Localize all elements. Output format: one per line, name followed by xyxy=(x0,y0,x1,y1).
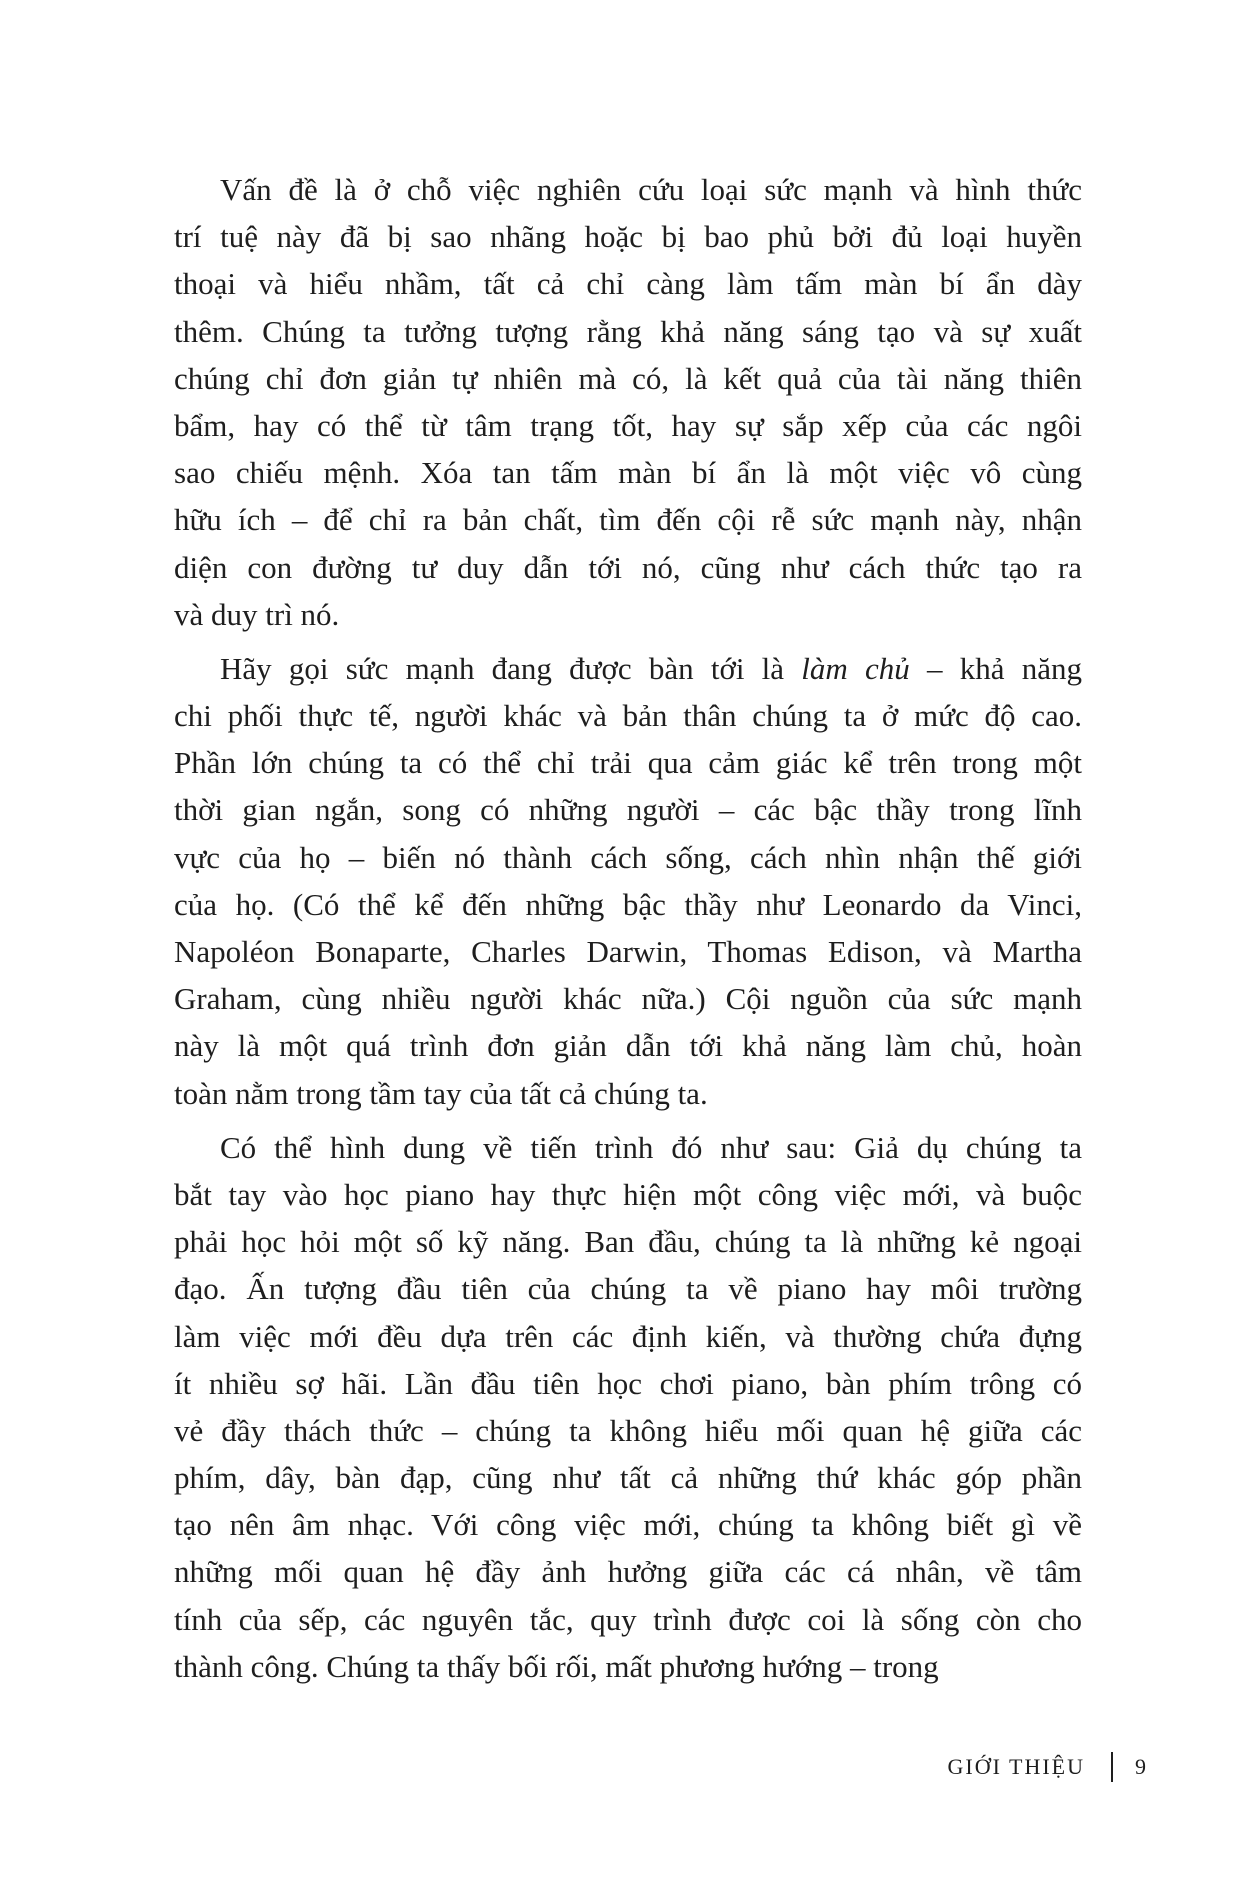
text-line: Vấn đề là ở chỗ việc nghiên cứu loại sức mạnh và hình thức xyxy=(220,172,1082,207)
text-line: thời gian ngắn, song có những người – các bậc thầy trong lĩnh xyxy=(174,792,1082,828)
text-line xyxy=(174,645,1082,692)
text-line: bắt tay vào học piano hay thực hiện một công việc mới, và buộc xyxy=(174,1176,1082,1212)
text-line: thành công. Chúng ta thấy bối rối, mất phương hướng – trong xyxy=(174,1648,939,1684)
text-line: này là một quá trình đơn giản dẫn tới khả năng làm chủ, hoàn xyxy=(174,1028,1082,1064)
text-line: thêm. Chúng ta tưởng tượng rằng khả năng sáng tạo và sự xuất xyxy=(174,313,1082,349)
text-line: đạo. Ấn tượng đầu tiên của chúng ta về piano hay môi trường xyxy=(174,1271,1082,1307)
text-line: hữu ích – để chỉ ra bản chất, tìm đến cội rễ sức mạnh này, nhận xyxy=(174,502,1082,538)
page-number: 9 xyxy=(1135,1754,1148,1779)
text-line: chúng chỉ đơn giản tự nhiên mà có, là kết quả của tài năng thiên xyxy=(174,360,1082,396)
text-line: làm việc mới đều dựa trên các định kiến, và thường chứa đựng xyxy=(174,1318,1082,1354)
page-body xyxy=(174,166,1082,1697)
text-line: Có thể hình dung về tiến trình đó như sau: Giả dụ chúng ta xyxy=(220,1129,1082,1165)
text-line: sao chiếu mệnh. Xóa tan tấm màn bí ẩn là một việc vô cùng xyxy=(174,455,1082,491)
text-line: vực của họ – biến nó thành cách sống, cách nhìn nhận thế giới xyxy=(174,839,1082,875)
text-line: Napoléon Bonaparte, Charles Darwin, Thomas Edison, và Martha xyxy=(174,934,1082,969)
footer-divider xyxy=(1111,1752,1113,1782)
text-segment: – khả năng xyxy=(909,650,1082,686)
text-line: ít nhiều sợ hãi. Lần đầu tiên học chơi piano, bàn phím trông có xyxy=(174,1365,1082,1401)
text-line: toàn nằm trong tầm tay của tất cả chúng ta. xyxy=(174,1075,708,1111)
paragraph xyxy=(174,166,1082,638)
text-line: trí tuệ này đã bị sao nhãng hoặc bị bao phủ bởi đủ loại huyền xyxy=(174,219,1082,255)
paragraph xyxy=(174,645,1082,1117)
text-line: phím, dây, bàn đạp, cũng như tất cả những thứ khác góp phần xyxy=(174,1460,1082,1496)
text-line: vẻ đầy thách thức – chúng ta không hiểu mối quan hệ giữa các xyxy=(174,1412,1082,1448)
paragraph xyxy=(174,1124,1082,1690)
text-line: của họ. (Có thể kể đến những bậc thầy như Leonardo da Vinci, xyxy=(174,886,1082,922)
text-line: tính của sếp, các nguyên tắc, quy trình được coi là sống còn cho xyxy=(174,1601,1082,1637)
italic-term: làm chủ xyxy=(801,650,910,686)
text-line: Phần lớn chúng ta có thể chỉ trải qua cảm giác kể trên trong một xyxy=(174,745,1082,781)
running-header-section: GIỚI THIỆU xyxy=(947,1754,1085,1779)
text-line: chi phối thực tế, người khác và bản thân chúng ta ở mức độ cao. xyxy=(174,698,1082,734)
text-line: Graham, cùng nhiều người khác nữa.) Cội nguồn của sức mạnh xyxy=(174,981,1082,1017)
text-line: tạo nên âm nhạc. Với công việc mới, chúng ta không biết gì về xyxy=(174,1507,1082,1543)
text-line: những mối quan hệ đầy ảnh hưởng giữa các cá nhân, về tâm xyxy=(174,1554,1082,1590)
text-segment: Hãy gọi sức mạnh đang được bàn tới là xyxy=(220,650,802,686)
text-line: diện con đường tư duy dẫn tới nó, cũng như cách thức tạo ra xyxy=(174,549,1082,585)
text-line: bẩm, hay có thể từ tâm trạng tốt, hay sự sắp xếp của các ngôi xyxy=(174,407,1082,443)
text-line: thoại và hiểu nhầm, tất cả chỉ càng làm tấm màn bí ẩn dày xyxy=(174,266,1082,302)
text-line: và duy trì nó. xyxy=(174,596,340,632)
text-line: phải học hỏi một số kỹ năng. Ban đầu, chúng ta là những kẻ ngoại xyxy=(174,1224,1082,1260)
page-footer xyxy=(947,1752,1148,1782)
